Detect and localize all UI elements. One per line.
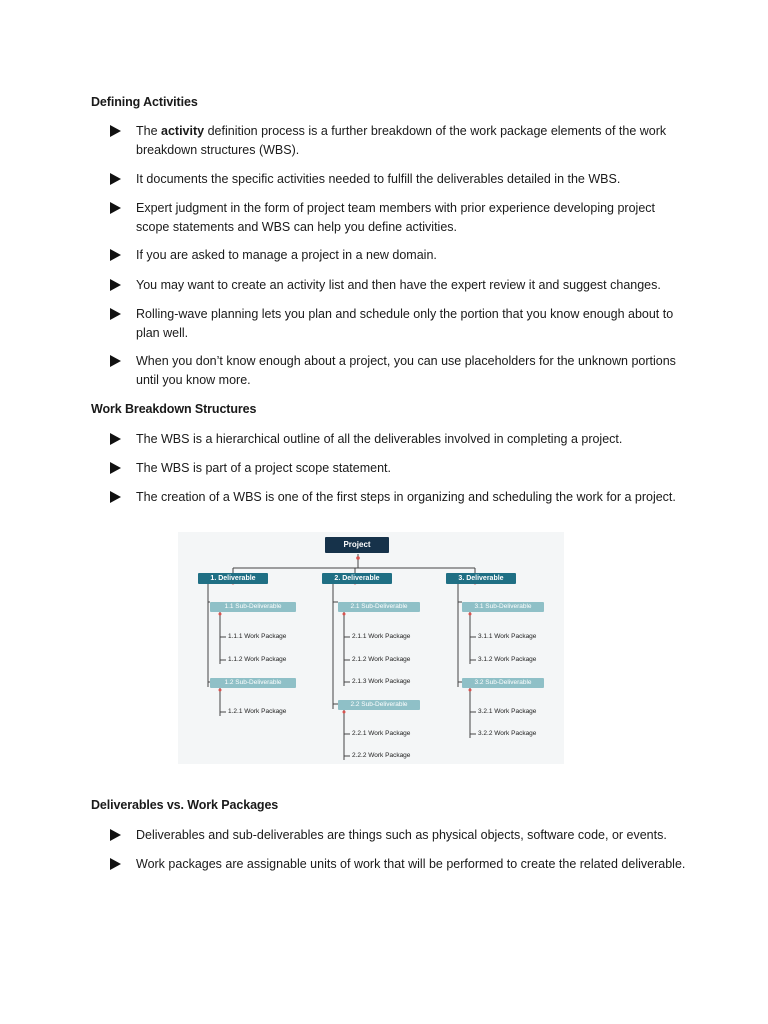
section-heading-deliverables-vs-work-packages: Deliverables vs. Work Packages: [91, 798, 279, 812]
bullet-text: The WBS is a hierarchical outline of all the deliverables involved in completing a project.: [136, 432, 623, 446]
wbs-deliverable-node: 1. Deliverable: [198, 573, 268, 584]
bullet-arrow-icon: [110, 173, 121, 185]
bullet-item: [110, 305, 690, 343]
wbs-sub-deliverable-node: 3.1 Sub-Deliverable: [462, 602, 544, 612]
wbs-work-package: 3.2.1 Work Package: [478, 708, 537, 715]
wbs-work-package: 1.1.1 Work Package: [228, 633, 287, 640]
wbs-sub-deliverable-node: 2.1 Sub-Deliverable: [338, 602, 420, 612]
bullet-item: [110, 199, 690, 237]
bullet-text: The creation of a WBS is one of the first steps in organizing and scheduling the work for a project.: [136, 490, 676, 504]
bullet-arrow-icon: [110, 308, 121, 320]
wbs-sub-deliverable-node: 1.1 Sub-Deliverable: [210, 602, 296, 612]
bullet-item: [110, 488, 690, 526]
bullet-text: It documents the specific activities needed to fulfill the deliverables detailed in the WBS.: [136, 172, 621, 186]
bullet-arrow-icon: [110, 355, 121, 367]
bullet-text: The WBS is part of a project scope statement.: [136, 461, 391, 475]
bullet-arrow-icon: [110, 249, 121, 261]
wbs-sub-deliverable-node: 2.2 Sub-Deliverable: [338, 700, 420, 710]
wbs-work-package: 3.1.1 Work Package: [478, 633, 537, 640]
wbs-work-package: 2.2.1 Work Package: [352, 730, 411, 737]
bullet-item: [110, 459, 690, 478]
bullet-text: Expert judgment in the form of project team members with prior experience developing project scope statements and WBS can help you define activities.: [136, 201, 656, 234]
bullet-text: Work packages are assignable units of work that will be performed to create the related deliverable.: [136, 857, 686, 871]
bullet-item: [110, 276, 690, 295]
bullet-item: [110, 855, 690, 893]
bullet-arrow-icon: [110, 491, 121, 503]
bullet-text: Deliverables and sub-deliverables are things such as physical objects, software code, or events.: [136, 828, 667, 842]
bullet-arrow-icon: [110, 125, 121, 137]
bullet-arrow-icon: [110, 202, 121, 214]
bullet-arrow-icon: [110, 433, 121, 445]
wbs-work-package: 2.1.1 Work Package: [352, 633, 411, 640]
bullet-arrow-icon: [110, 858, 121, 870]
bullet-item: [110, 122, 690, 160]
bullet-arrow-icon: [110, 462, 121, 474]
bullet-item: [110, 352, 690, 390]
wbs-deliverable-node: 2. Deliverable: [322, 573, 392, 584]
wbs-sub-deliverable-node: 3.2 Sub-Deliverable: [462, 678, 544, 688]
bullet-text: If you are asked to manage a project in a new domain.: [136, 248, 437, 262]
bullet-item: [110, 170, 690, 189]
wbs-work-package: 2.2.2 Work Package: [352, 752, 411, 759]
bullet-arrow-icon: [110, 279, 121, 291]
wbs-work-package: 2.1.2 Work Package: [352, 656, 411, 663]
section-heading-defining-activities: Defining Activities: [91, 95, 198, 109]
bullet-text: The activity definition process is a further breakdown of the work package elements of the work breakdown structures (WBS).: [136, 124, 667, 157]
bullet-text: You may want to create an activity list and then have the expert review it and suggest changes.: [136, 278, 661, 292]
wbs-work-package: 1.2.1 Work Package: [228, 708, 287, 715]
section-heading-work-breakdown-structures: Work Breakdown Structures: [91, 402, 257, 416]
wbs-diagram: [178, 532, 564, 764]
wbs-project-node: Project: [325, 537, 389, 553]
wbs-work-package: 3.2.2 Work Package: [478, 730, 537, 737]
bullet-arrow-icon: [110, 829, 121, 841]
wbs-work-package: 3.1.2 Work Package: [478, 656, 537, 663]
bullet-text: Rolling-wave planning lets you plan and schedule only the portion that you know enough about to plan well.: [136, 307, 674, 340]
bold-term: activity: [161, 124, 205, 138]
wbs-work-package: 1.1.2 Work Package: [228, 656, 287, 663]
bullet-item: [110, 430, 690, 449]
bullet-item: [110, 246, 690, 265]
wbs-sub-deliverable-node: 1.2 Sub-Deliverable: [210, 678, 296, 688]
wbs-work-package: 2.1.3 Work Package: [352, 678, 411, 685]
wbs-deliverable-node: 3. Deliverable: [446, 573, 516, 584]
bullet-text: When you don’t know enough about a project, you can use placeholders for the unknown portions until you know more.: [136, 354, 676, 387]
bullet-item: [110, 826, 690, 845]
